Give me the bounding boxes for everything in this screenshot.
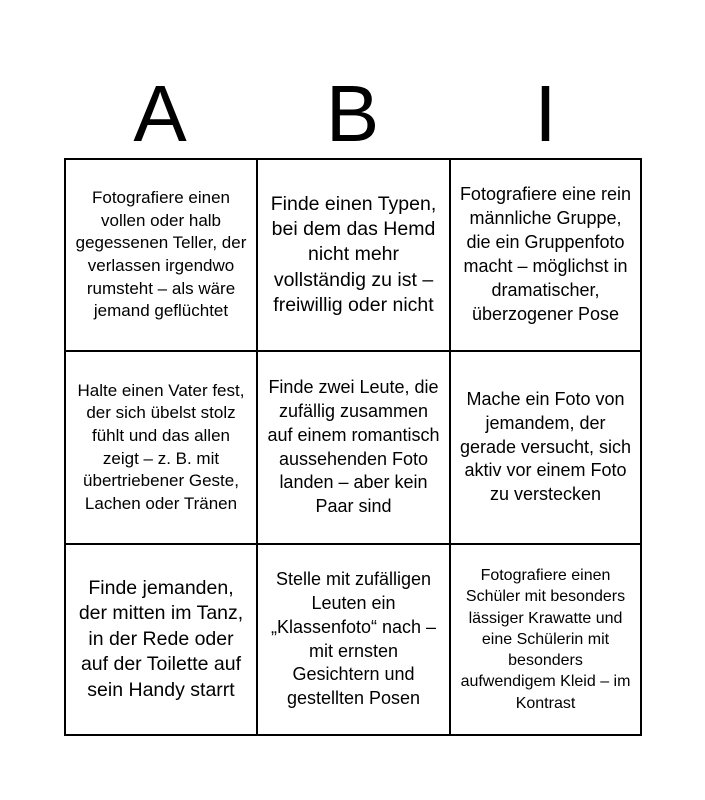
bingo-cell-7[interactable] bbox=[66, 545, 258, 734]
bingo-grid bbox=[64, 158, 642, 736]
bingo-cell-text: Fotografiere einen vollen oder halb gegessenen Teller, der verlassen irgendwo rumsteht – als wäre jemand geflüchtet bbox=[75, 188, 247, 321]
title-letter-i: I bbox=[534, 69, 557, 158]
bingo-cell-2[interactable] bbox=[258, 160, 451, 352]
bingo-title bbox=[64, 70, 642, 158]
bingo-cell-text: Stelle mit zufälligen Leuten ein „Klassenfoto“ nach – mit ernsten Gesichtern und gestellten Posen bbox=[270, 568, 437, 709]
bingo-cell-text: Halte einen Vater fest, der sich übelst stolz fühlt und das allen zeigt – z. B. mit übertriebener Geste, Lachen oder Tränen bbox=[77, 380, 245, 513]
title-letter-a: A bbox=[133, 69, 187, 158]
bingo-cell-text: Finde jemanden, der mitten im Tanz, in der Rede oder auf der Toilette auf sein Handy starrt bbox=[78, 577, 244, 701]
bingo-cell-text: Fotografiere einen Schüler mit besonders lässiger Krawatte und eine Schülerin mit besonders aufwendigem Kleid – im Kontrast bbox=[460, 567, 631, 712]
bingo-cell-5[interactable] bbox=[258, 352, 451, 545]
bingo-cell-text: Finde zwei Leute, die zufällig zusammen auf einem romantisch aussehenden Foto landen – aber kein Paar sind bbox=[267, 376, 440, 517]
bingo-cell-9[interactable] bbox=[451, 545, 640, 734]
bingo-cell-1[interactable] bbox=[66, 160, 258, 352]
bingo-cell-text: Fotografiere eine rein männliche Gruppe, die ein Gruppenfoto macht – möglichst in dramatischer, überzogener Pose bbox=[459, 184, 632, 324]
title-letter-b: B bbox=[325, 69, 380, 158]
bingo-cell-text: Mache ein Foto von jemandem, der gerade versucht, sich aktiv vor einem Foto zu verstecken bbox=[459, 388, 632, 505]
bingo-cell-6[interactable] bbox=[451, 352, 640, 545]
bingo-cell-8[interactable] bbox=[258, 545, 451, 734]
bingo-cell-4[interactable] bbox=[66, 352, 258, 545]
bingo-cell-3[interactable] bbox=[451, 160, 640, 352]
bingo-cell-text: Finde einen Typen, bei dem das Hemd nicht mehr vollständig zu ist – freiwillig oder nicht bbox=[270, 192, 437, 317]
